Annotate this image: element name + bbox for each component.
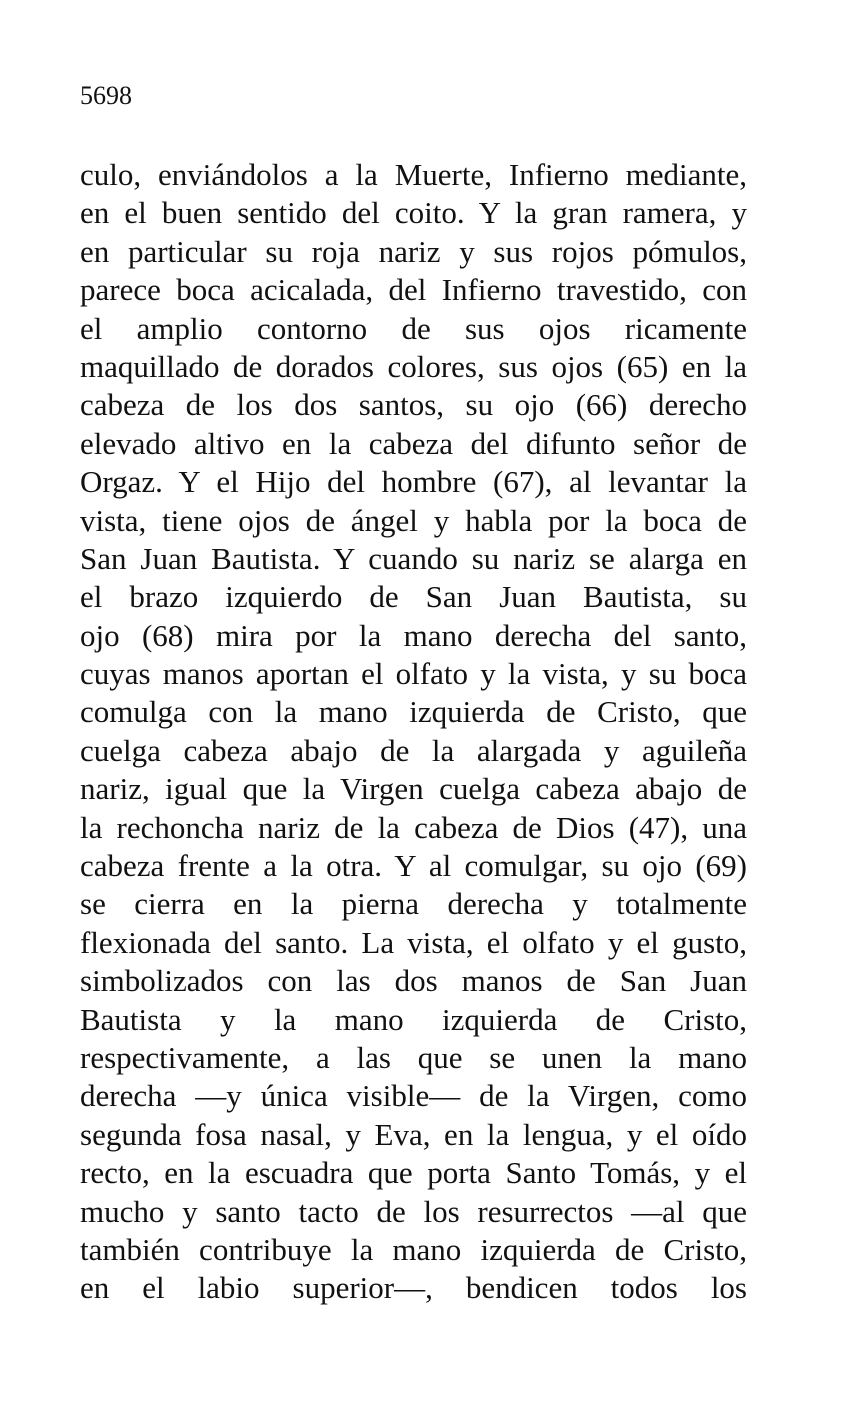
text-line: el brazo izquierdo de San Juan Bautista, su xyxy=(80,579,747,615)
text-line: respectivamente, a las que se unen la mano xyxy=(80,1039,747,1075)
text-line: cabeza frente a la otra. Y al comulgar, su ojo (69) xyxy=(80,848,747,884)
text-line: recto, en la escuadra que porta Santo Tomás, y el xyxy=(80,1155,747,1191)
text-line: vista, tiene ojos de ángel y habla por la boca de xyxy=(80,502,747,538)
text-line: nariz, igual que la Virgen cuelga cabeza abajo de xyxy=(80,771,747,807)
body-paragraph xyxy=(80,156,747,1308)
text-line: flexionada del santo. La vista, el olfato y el gusto, xyxy=(80,924,747,960)
text-line: simbolizados con las dos manos de San Juan xyxy=(80,963,747,999)
text-line: culo, enviándolos a la Muerte, Infierno mediante, xyxy=(80,157,747,192)
text-line: en el buen sentido del coito. Y la gran ramera, y xyxy=(80,195,747,231)
text-line: San Juan Bautista. Y cuando su nariz se alarga en xyxy=(80,540,747,576)
text-line: el amplio contorno de sus ojos ricamente xyxy=(80,310,747,346)
text-line: se cierra en la pierna derecha y totalmente xyxy=(80,886,747,922)
text-line: también contribuye la mano izquierda de Cristo, xyxy=(80,1231,747,1267)
text-line: derecha —y única visible— de la Virgen, como xyxy=(80,1078,747,1114)
text-line: Bautista y la mano izquierda de Cristo, xyxy=(80,1001,747,1037)
text-line: comulga con la mano izquierda de Cristo, que xyxy=(80,694,747,730)
text-line: ojo (68) mira por la mano derecha del santo, xyxy=(80,617,747,653)
text-line: elevado altivo en la cabeza del difunto señor de xyxy=(80,425,747,461)
text-line: en el labio superior—, bendicen todos los xyxy=(80,1270,747,1306)
text-line: maquillado de dorados colores, sus ojos (65) en la xyxy=(80,348,747,384)
text-line: en particular su roja nariz y sus rojos pómulos, xyxy=(80,233,747,269)
text-line: cuelga cabeza abajo de la alargada y aguileña xyxy=(80,732,747,768)
page-number: 5698 xyxy=(80,81,132,110)
text-line: cabeza de los dos santos, su ojo (66) derecho xyxy=(80,387,747,423)
text-line: parece boca acicalada, del Infierno travestido, con xyxy=(80,272,747,308)
text-line: cuyas manos aportan el olfato y la vista, y su boca xyxy=(80,656,747,692)
text-line: Orgaz. Y el Hijo del hombre (67), al levantar la xyxy=(80,464,747,500)
text-line: segunda fosa nasal, y Eva, en la lengua, y el oído xyxy=(80,1116,747,1152)
text-line: la rechoncha nariz de la cabeza de Dios (47), una xyxy=(80,809,747,845)
text-line: mucho y santo tacto de los resurrectos —al que xyxy=(80,1193,747,1229)
